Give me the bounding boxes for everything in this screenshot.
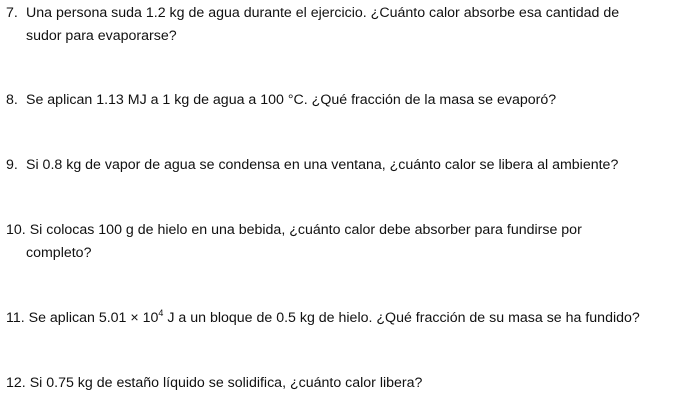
problem-8 [6, 89, 668, 112]
problem-9 [6, 154, 668, 177]
problem-8-line-1 [6, 89, 668, 112]
problem-text-before-exponent: Se aplican 5.01 × 10 [28, 310, 159, 326]
problem-9-line-1 [6, 154, 668, 177]
problem-text: Se aplican 1.13 MJ a 1 kg de agua a 100 °C. ¿Qué fracción de la masa se evaporó? [26, 92, 557, 108]
problem-7-line-2: sudor para evaporarse? [26, 28, 177, 44]
problem-number: 7. [6, 5, 18, 21]
problem-text: Si 0.75 kg de estaño líquido se solidifica, ¿cuánto calor libera? [29, 375, 423, 391]
problem-number: 8. [6, 92, 18, 108]
problem-7 [6, 2, 668, 48]
problem-10-line-1 [6, 219, 668, 242]
problem-12 [6, 372, 668, 395]
problem-number: 12. [6, 375, 26, 391]
problem-10-line-2: completo? [26, 245, 92, 261]
problem-text: Si colocas 100 g de hielo en una bebida, ¿cuánto calor debe absorber para fundirse por [29, 222, 582, 238]
problem-12-line-1 [6, 372, 668, 395]
problem-10 [6, 219, 668, 265]
problem-11 [6, 307, 668, 330]
problem-text: Una persona suda 1.2 kg de agua durante el ejercicio. ¿Cuánto calor absorbe esa cantidad de [26, 5, 620, 21]
problem-number: 11. [6, 310, 25, 326]
problem-text-after-exponent: J a un bloque de 0.5 kg de hielo. ¿Qué fracción de su masa se ha fundido? [163, 310, 640, 326]
exponent: 4 [158, 308, 164, 318]
problem-7-line-1 [6, 2, 668, 25]
problem-text: Si 0.8 kg de vapor de agua se condensa en una ventana, ¿cuánto calor se libera al ambiente? [26, 157, 619, 173]
problem-11-line-1 [6, 307, 668, 330]
problem-number: 9. [6, 157, 18, 173]
problem-number: 10. [6, 222, 26, 238]
